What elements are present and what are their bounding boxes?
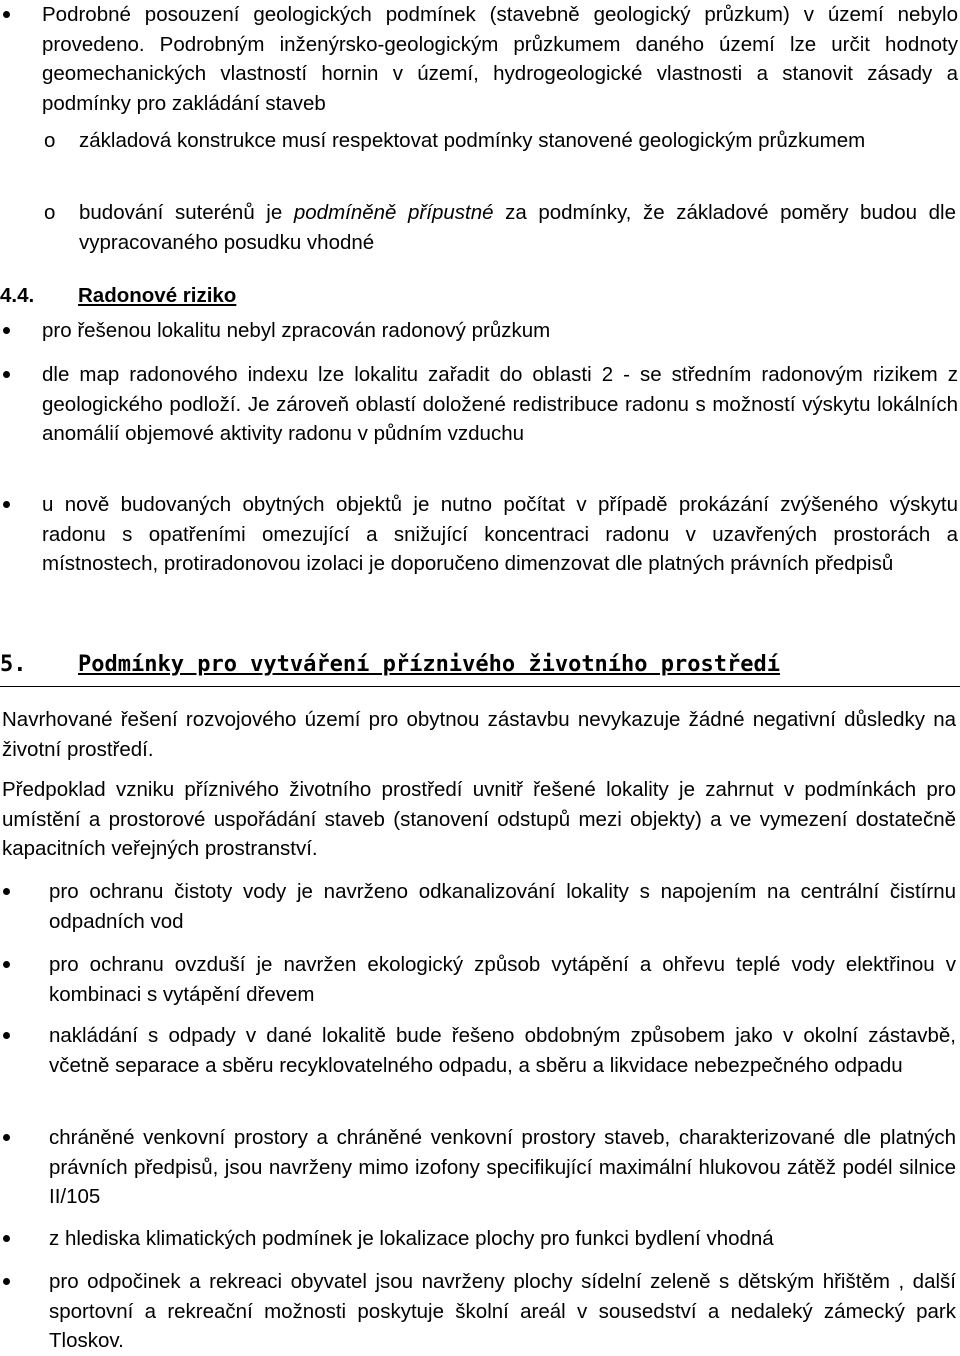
list-item-text: dle map radonového indexu lze lokalitu zařadit do oblasti 2 - se středním radonovým rizikem z geologického podloží. Je zároveň oblastí doložené redistribuce radonu s možností výskytu lokálních anomálií objemové aktivity radonu v půdním vzduchu (42, 363, 958, 445)
bullet-icon (3, 371, 10, 378)
bullet-icon (3, 501, 10, 508)
bullet-icon (3, 1235, 10, 1242)
emphasis-text: podmíněně přípustné (293, 201, 494, 224)
bullet-icon (3, 11, 10, 18)
bullet-icon (3, 888, 10, 895)
chapter-title: Podmínky pro vytváření příznivého životního prostředí (78, 652, 780, 677)
text-segment: za podmínky, že základové poměry budou dle vypracovaného posudku vhodné (79, 201, 956, 254)
bullet-icon (3, 327, 10, 334)
chapter-heading (0, 650, 960, 687)
list-item-text: pro ochranu čistoty vody je navrženo odkanalizování lokality s napojením na centrální čistírnu odpadních vod (49, 880, 956, 933)
section-title: Radonové riziko (78, 284, 237, 307)
text-segment: budování suterénů je (79, 201, 294, 224)
list-item-text: z hlediska klimatických podmínek je lokalizace plochy pro funkci bydlení vhodná (49, 1227, 774, 1250)
bullet-icon (3, 961, 10, 968)
list-item-text: nakládání s odpady v dané lokalitě bude řešeno obdobným způsobem jako v okolní zástavbě, včetně separace a sběru recyklovatelného odpadu, a sběru a likvidace nebezpečného odpadu (49, 1024, 956, 1077)
list-item-text: pro řešenou lokalitu nebyl zpracován radonový průzkum (42, 319, 551, 342)
paragraph: Navrhované řešení rozvojového území pro obytnou zástavbu nevykazuje žádné negativní důsledky na životní prostředí. (2, 708, 956, 761)
list-item-text: u nově budovaných obytných objektů je nutno počítat v případě prokázání zvýšeného výskytu radonu s opatřeními omezující a snižující koncentraci radonu v uzavřených prostorách a místnostech, protiradonovou izolaci je doporučeno dimenzovat dle platných právních předpisů (42, 493, 958, 575)
list-item-text: Podrobné posouzení geologických podmínek (stavebně geologický průzkum) v území nebylo provedeno. Podrobným inženýrsko-geologickým průzkumem daného území lze určit hodnoty geomechanických vlastností hornin v území, hydrogeologické vlastnosti a stanovit zásady a podmínky pro zakládání staveb (42, 3, 958, 115)
list-item-text: pro odpočinek a rekreaci obyvatel jsou navrženy plochy sídelní zeleně s dětským hřištěm , další sportovní a rekreační možnosti poskytuje školní areál v sousedství a nedaleký zámecký park Tloskov. (49, 1270, 956, 1352)
sub-list-item-text: základová konstrukce musí respektovat podmínky stanovené geologickým průzkumem (79, 129, 866, 152)
bullet-icon (3, 1134, 10, 1141)
chapter-number: 5. (0, 652, 27, 677)
list-item-text: chráněné venkovní prostory a chráněné venkovní prostory staveb, charakterizované dle platných právních předpisů, jsou navrženy mimo izofony specifikující maximální hlukovou zátěž podél silnice II/105 (49, 1126, 956, 1208)
sub-bullet-marker: o (44, 201, 56, 224)
bullet-icon (3, 1278, 10, 1285)
section-number: 4.4. (0, 284, 35, 307)
paragraph: Předpoklad vzniku příznivého životního prostředí uvnitř řešené lokality je zahrnut v podmínkách pro umístění a prostorové uspořádání staveb (stanovení odstupů mezi objekty) a ve vymezení dostatečně kapacitních veřejných prostranství. (2, 778, 956, 860)
list-item-text: pro ochranu ovzduší je navržen ekologický způsob vytápění a ohřevu teplé vody elektřinou v kombinaci s vytápění dřevem (49, 953, 956, 1006)
bullet-icon (3, 1032, 10, 1039)
sub-bullet-marker: o (44, 129, 56, 152)
sub-list-item-text (79, 198, 956, 257)
